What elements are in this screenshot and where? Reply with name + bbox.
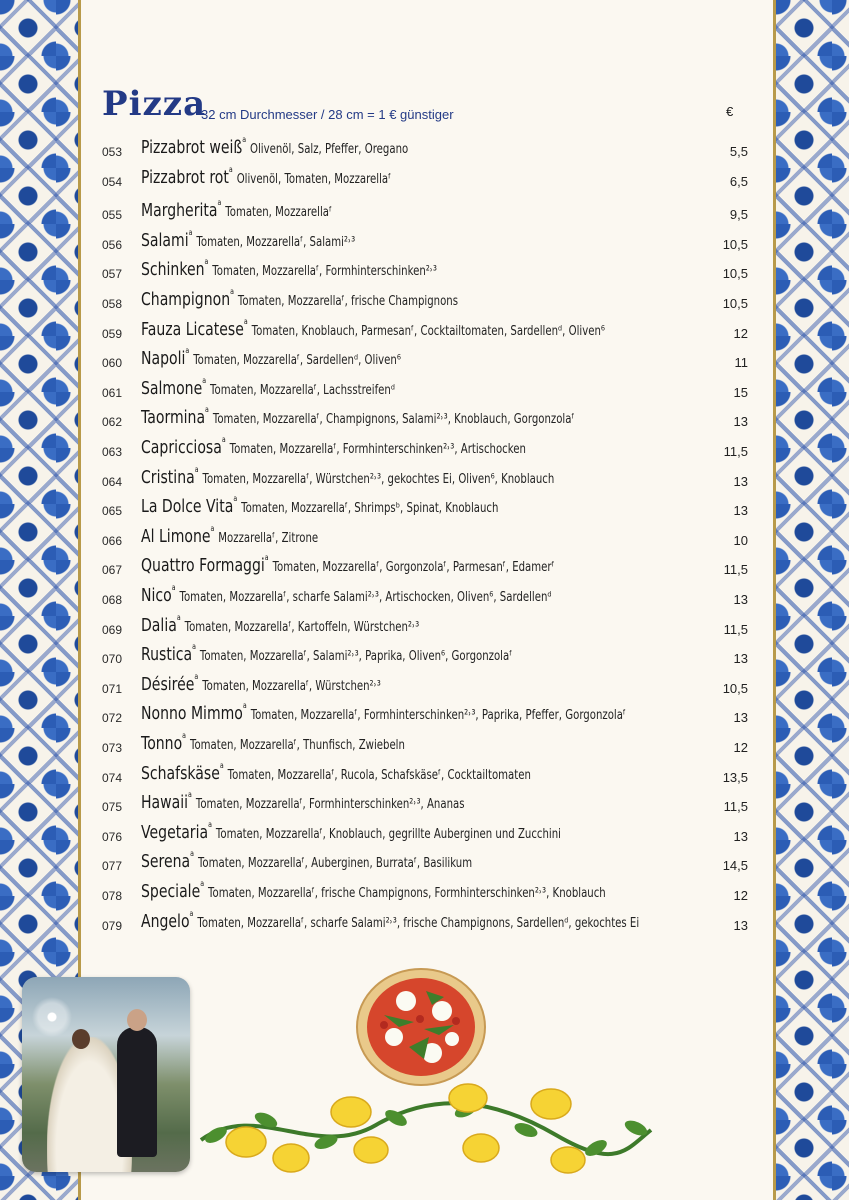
item-description: Tomaten, Mozzarellaᶠ, Champignons, Salami²˒³, Knoblauch, Gorgonzolaᶠ [212, 412, 575, 428]
item-name: Angelo [141, 910, 190, 932]
item-name: Speciale [141, 880, 201, 902]
item-name: Pizzabrot weiß [141, 137, 243, 158]
item-description: Tomaten, Mozzarellaᶠ, scharfe Salami²˒³, frische Champignons, Sardellenᵈ, gekochtes Ei [197, 915, 640, 931]
item-name: Quattro Formaggi [141, 555, 265, 577]
allergen-superscript: a [219, 760, 224, 770]
item-number: 079 [102, 918, 123, 933]
item-name: Vegetaria [141, 821, 209, 843]
menu-item-row [0, 375, 849, 404]
item-description: Tomaten, Mozzarellaᶠ, Würstchen²˒³, gekochtes Ei, Oliven⁶, Knoblauch [202, 471, 555, 487]
item-description: Tomaten, Mozzarellaᶠ, Kartoffeln, Würstchen²˒³ [184, 619, 420, 635]
item-price: 13 [733, 414, 748, 430]
item-number: 062 [102, 415, 123, 430]
item-text [141, 523, 319, 547]
allergen-superscript: a [190, 849, 194, 859]
item-price: 10,5 [722, 295, 748, 311]
item-number: 054 [102, 174, 123, 189]
item-description: Tomaten, Mozzarellaᶠ, Formhinterschinken²˒³, Ananas [195, 797, 465, 813]
groom-head [127, 1009, 147, 1031]
menu-item-row [0, 496, 849, 522]
item-price: 10,5 [722, 680, 748, 696]
item-description: Tomaten, Mozzarellaᶠ, Rucola, Schafskäseᶠ, Cocktailtomaten [227, 767, 531, 783]
page-title: Pizza [102, 84, 207, 124]
allergen-superscript: a [194, 464, 199, 474]
item-price: 11,5 [723, 621, 748, 637]
item-name: Nico [141, 584, 172, 606]
size-note: 32 cm Durchmesser / 28 cm = 1 € günstiger [201, 107, 454, 122]
item-text [141, 375, 395, 399]
item-price: 12 [733, 887, 748, 903]
item-price: 13 [733, 591, 748, 607]
item-name: Napoli [141, 348, 186, 370]
item-text [141, 137, 408, 158]
item-number: 074 [102, 770, 123, 785]
item-price: 11 [734, 355, 748, 371]
item-description: Tomaten, Mozzarellaᶠ, Formhinterschinken²˒³ [212, 264, 437, 280]
menu-item-row [0, 644, 849, 670]
item-name: Capricciosa [141, 436, 222, 458]
item-number: 057 [102, 267, 123, 282]
item-description: Tomaten, Mozzarellaᶠ, Salami²˒³, Paprika, Oliven⁶, Gorgonzolaᶠ [199, 649, 513, 665]
menu-item-row [0, 760, 849, 789]
allergen-superscript: a [243, 316, 248, 326]
item-text [141, 671, 381, 695]
item-description: Tomaten, Mozzarellaᶠ, Auberginen, Burrataᶠ, Basilikum [197, 856, 473, 872]
allergen-superscript: a [185, 346, 190, 356]
allergen-superscript: a [188, 227, 193, 237]
allergen-superscript: a [192, 642, 196, 652]
item-text [141, 612, 420, 636]
item-name: La Dolce Vita [141, 496, 234, 518]
item-description: Tomaten, Mozzarellaᶠ, Sardellenᵈ, Oliven⁶ [193, 353, 401, 369]
item-number: 075 [102, 800, 123, 815]
item-description: Tomaten, Mozzarellaᶠ, Lachsstreifenᵈ [210, 382, 395, 398]
item-number: 077 [102, 859, 123, 874]
item-description: Tomaten, Mozzarellaᶠ [225, 205, 332, 221]
allergen-superscript: a [176, 612, 181, 622]
wedding-photo [22, 977, 190, 1172]
item-number: 055 [102, 208, 123, 223]
item-number: 053 [102, 145, 123, 159]
allergen-superscript: a [233, 494, 238, 504]
menu-item-row [0, 286, 849, 315]
allergen-superscript: a [200, 878, 205, 888]
menu-item-row [0, 259, 849, 285]
item-number: 060 [102, 356, 123, 371]
item-name: Pizzabrot rot [141, 166, 229, 188]
item-text [141, 760, 531, 784]
item-number: 063 [102, 444, 123, 459]
menu-item-row [0, 703, 849, 729]
allergen-superscript: a [194, 671, 199, 681]
allergen-superscript: a [221, 434, 226, 444]
item-text [141, 316, 605, 340]
item-text [141, 200, 332, 221]
item-number: 067 [102, 563, 123, 578]
item-text [141, 227, 356, 251]
menu-item-row [0, 851, 849, 877]
item-price: 10,5 [722, 236, 748, 252]
item-number: 056 [102, 237, 123, 252]
item-number: 066 [102, 533, 123, 548]
item-description: Tomaten, Mozzarellaᶠ, Knoblauch, gegrillte Auberginen und Zucchini [215, 826, 561, 842]
menu-item-row [0, 464, 849, 493]
item-text [141, 259, 437, 280]
item-text [141, 819, 561, 843]
item-text [141, 434, 526, 458]
allergen-superscript: a [208, 819, 212, 829]
allergen-superscript: a [171, 582, 176, 592]
item-price: 10,5 [722, 266, 748, 282]
item-description: Tomaten, Mozzarellaᶠ, Thunfisch, Zwiebeln [189, 737, 405, 753]
menu-item-row [0, 523, 849, 552]
item-name: Cristina [141, 466, 195, 488]
item-price: 6,5 [729, 173, 748, 189]
item-name: Al Limone [141, 525, 211, 547]
item-price: 14,5 [722, 858, 748, 874]
item-name: Salami [141, 229, 189, 251]
item-name: Tonno [141, 732, 183, 754]
allergen-superscript: a [264, 553, 269, 563]
item-price: 11,5 [723, 562, 748, 578]
allergen-superscript: a [204, 257, 209, 267]
item-description: Tomaten, Mozzarellaᶠ, Salami²˒³ [196, 234, 356, 250]
item-name: Nonno Mimmo [141, 703, 243, 725]
menu-item-row [0, 227, 849, 256]
item-name: Désirée [141, 673, 195, 695]
item-number: 059 [102, 326, 123, 341]
item-number: 061 [102, 385, 123, 400]
item-text [141, 644, 512, 665]
item-text [141, 496, 498, 517]
item-name: Dalia [141, 614, 177, 636]
menu-item-row [0, 316, 849, 345]
menu-item-row [0, 908, 849, 937]
item-text [141, 730, 405, 754]
allergen-superscript: a [217, 198, 222, 208]
item-text [141, 582, 552, 606]
allergen-superscript: a [242, 135, 247, 144]
allergen-superscript: a [182, 730, 186, 740]
item-name: Rustica [141, 644, 193, 666]
menu-item-row [0, 200, 849, 226]
item-number: 065 [102, 504, 123, 519]
allergen-superscript: a [205, 405, 209, 415]
item-price: 13 [733, 473, 748, 489]
allergen-superscript: a [188, 790, 192, 800]
item-name: Taormina [141, 407, 206, 429]
menu-item-row [0, 407, 849, 433]
item-text [141, 703, 626, 724]
item-number: 078 [102, 888, 123, 903]
item-price: 5,5 [729, 144, 748, 159]
item-name: Schafskäse [141, 762, 220, 784]
item-number: 069 [102, 622, 123, 637]
item-text [141, 878, 606, 902]
bride-head [72, 1029, 90, 1049]
item-price: 13 [733, 710, 748, 726]
item-price: 9,5 [729, 207, 748, 223]
item-number: 073 [102, 740, 123, 755]
menu-item-row [0, 582, 849, 611]
menu-item-row [0, 730, 849, 759]
item-price: 13,5 [722, 769, 748, 785]
item-description: Tomaten, Mozzarellaᶠ, Würstchen²˒³ [202, 678, 381, 694]
item-number: 070 [102, 652, 123, 667]
item-text [141, 851, 472, 872]
item-price: 13 [733, 651, 748, 667]
item-description: Olivenöl, Tomaten, Mozzarellaᶠ [236, 171, 392, 187]
item-text [141, 555, 555, 576]
item-text [141, 407, 574, 428]
item-name: Margherita [141, 200, 218, 222]
item-description: Tomaten, Mozzarellaᶠ, scharfe Salami²˒³, Artischocken, Oliven⁶, Sardellenᵈ [179, 589, 552, 605]
allergen-superscript: a [202, 375, 207, 385]
item-number: 064 [102, 474, 123, 489]
menu-item-row [0, 792, 849, 818]
item-description: Tomaten, Mozzarellaᶠ, Shrimpsᵇ, Spinat, Knoblauch [241, 501, 499, 517]
item-number: 072 [102, 711, 123, 726]
item-description: Tomaten, Mozzarellaᶠ, Formhinterschinken²˒³, Paprika, Pfeffer, Gorgonzolaᶠ [250, 708, 626, 724]
item-price: 13 [733, 917, 748, 933]
item-name: Serena [141, 851, 191, 873]
allergen-superscript: a [242, 701, 247, 711]
groom-suit [117, 1027, 157, 1157]
item-description: Mozzarellaᶠ, Zitrone [218, 530, 319, 546]
item-name: Champignon [141, 288, 231, 310]
item-name: Fauza Licatese [141, 318, 244, 340]
menu-item-row [0, 555, 849, 581]
item-number: 068 [102, 592, 123, 607]
item-description: Olivenöl, Salz, Pfeffer, Oregano [250, 142, 409, 157]
item-description: Tomaten, Mozzarellaᶠ, frische Champignons [237, 293, 458, 309]
item-text [141, 286, 458, 310]
menu-item-row [0, 671, 849, 700]
currency-header: € [726, 104, 734, 119]
item-text [141, 792, 465, 813]
allergen-superscript: a [210, 523, 215, 533]
allergen-superscript: a [228, 164, 233, 174]
item-price: 13 [733, 828, 748, 844]
item-price: 12 [733, 325, 748, 341]
menu-item-row [0, 819, 849, 848]
item-description: Tomaten, Mozzarellaᶠ, Gorgonzolaᶠ, Parmesanᶠ, Edamerᶠ [272, 560, 555, 576]
item-description: Tomaten, Mozzarellaᶠ, Formhinterschinken²˒³, Artischocken [229, 441, 526, 457]
item-number: 058 [102, 296, 123, 311]
item-name: Schinken [141, 259, 205, 281]
menu-item-row [0, 348, 849, 374]
item-price: 10 [733, 532, 748, 548]
item-number: 076 [102, 829, 123, 844]
item-price: 11,5 [723, 443, 748, 459]
item-text [141, 164, 392, 188]
allergen-superscript: a [189, 908, 194, 918]
item-text [141, 348, 401, 369]
menu-item-row [0, 612, 849, 641]
allergen-superscript: a [230, 286, 234, 296]
item-price: 13 [733, 503, 748, 519]
item-price: 11,5 [723, 799, 748, 815]
item-description: Tomaten, Knoblauch, Parmesanᶠ, Cocktailtomaten, Sardellenᵈ, Oliven⁶ [251, 323, 605, 339]
item-name: Salmone [141, 377, 203, 399]
lemon-garland [196, 1080, 656, 1180]
menu-item-row [0, 164, 849, 193]
item-price: 12 [733, 739, 748, 755]
menu-item-row [0, 137, 849, 163]
pizza-illustration [354, 967, 488, 1087]
item-text [141, 464, 555, 488]
item-number: 071 [102, 681, 123, 696]
menu-item-row [0, 434, 849, 463]
item-description: Tomaten, Mozzarellaᶠ, frische Champignons, Formhinterschinken²˒³, Knoblauch [208, 885, 606, 901]
item-text [141, 908, 640, 932]
item-price: 15 [733, 384, 748, 400]
item-name: Hawaii [141, 792, 189, 814]
menu-item-row [0, 878, 849, 907]
